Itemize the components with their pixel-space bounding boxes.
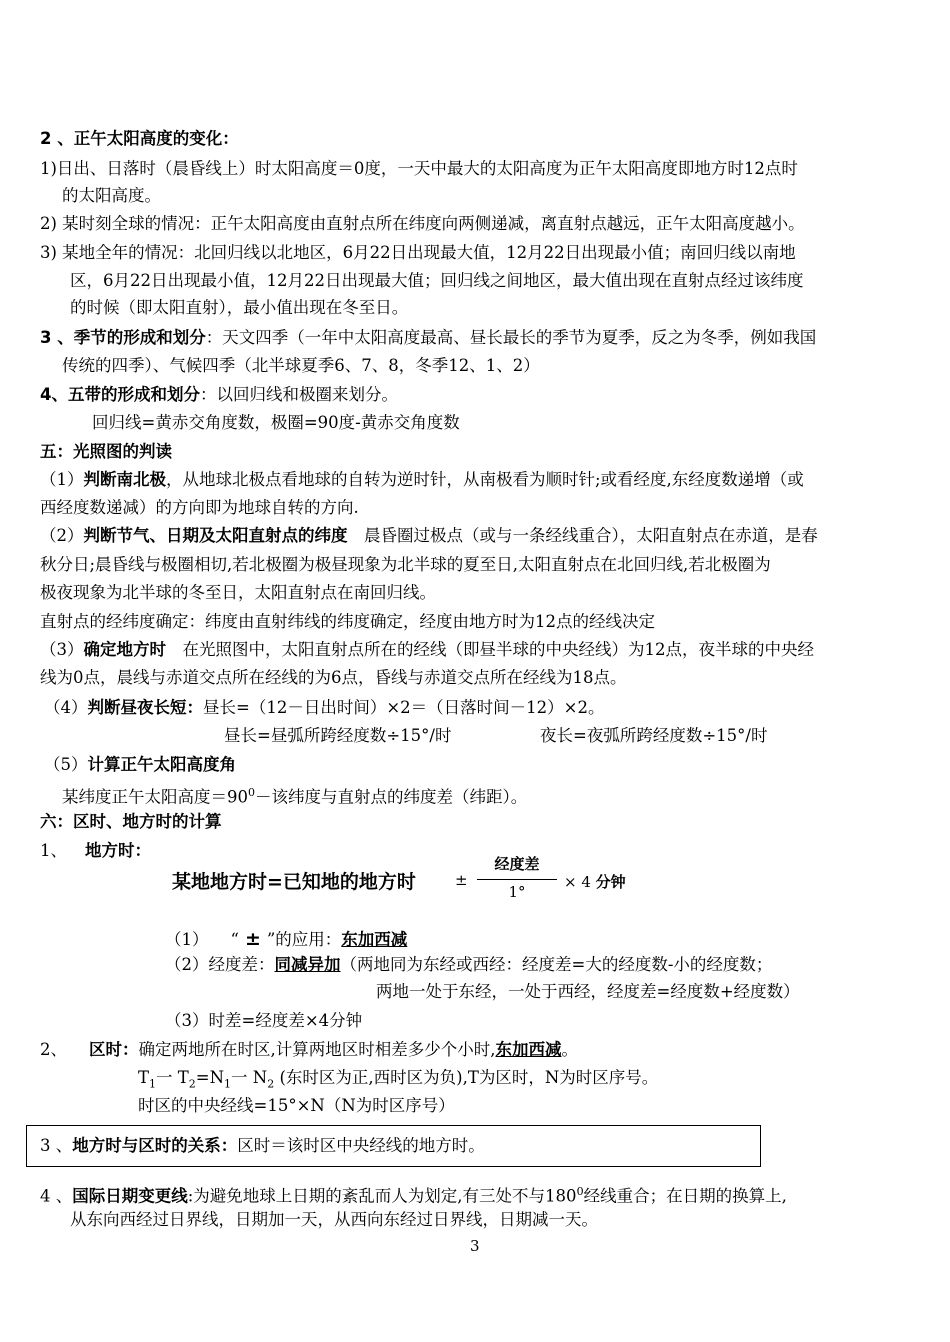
- text-line: 时区的中央经线=15°×N（N为时区序号）: [138, 1096, 455, 1115]
- text-line: 区，6月22日出现最小值，12月22日出现最大值；回归线之间地区，最大值出现在直射点经过该纬度: [70, 271, 804, 290]
- text-line: 3) 某地全年的情况：北回归线以北地区，6月22日出现最大值，12月22日出现最小值；南回归线以南地: [40, 243, 796, 262]
- heading-five-zones: 4、五带的形成和划分: [40, 385, 200, 404]
- heading-time-zones: 六：区时、地方时的计算: [40, 812, 222, 831]
- item-1-poles: （1）判断南北极，从地球北极点看地球的自转为逆时针，从南极看为顺时针;或看经度,东经度数递增（或: [40, 470, 804, 489]
- heading-noon-sun-altitude: 2 、正午太阳高度的变化：: [40, 129, 239, 148]
- text-line: 的太阳高度。: [62, 186, 161, 205]
- section-five-zones: 4、五带的形成和划分：以回归线和极圈来划分。: [40, 385, 398, 404]
- page-number: 3: [470, 1237, 480, 1255]
- text-line: 回归线=黄赤交角度数，极圈=90度-黄赤交角度数: [92, 413, 460, 432]
- text-line: 1)日出、日落时（晨昏线上）时太阳高度＝0度，一天中最大的太阳高度为正午太阳高度即地方时12点时: [40, 159, 798, 178]
- text-line: 西经度数递减）的方向即为地球自转的方向.: [40, 498, 359, 517]
- text-line: 两地一处于东经，一处于西经，经度差=经度数+经度数）: [376, 982, 800, 1001]
- text-line: 秋分日;晨昏线与极圈相切,若北极圈为极昼现象为北半球的夏至日,太阳直射点在北回归线,若北极圈为: [40, 555, 771, 574]
- text-line: 传统的四季）、气候四季（北半球夏季6、7、8，冬季12、1、2）: [62, 356, 540, 375]
- fraction-bar: [477, 879, 557, 880]
- heading-seasons: 3 、季节的形成和划分: [40, 328, 206, 347]
- text-line: 极夜现象为北半球的冬至日，太阳直射点在南回归线。: [40, 583, 436, 602]
- item-relationship: 3 、地方时与区时的关系：区时＝该时区中央经线的地方时。: [40, 1136, 485, 1155]
- item-2-solar-terms: （2）判断节气、日期及太阳直射点的纬度 晨昏圈过极点（或与一条经线重合），太阳直射点在赤道，是春: [40, 526, 818, 545]
- text-line: （3）时差=经度差×4分钟: [165, 1011, 363, 1030]
- local-time-formula: 某地地方时=已知地的地方时 ± 经度差 1° × 4 分钟: [172, 855, 626, 901]
- text-line: $T_1$一 $T_2=N_1$一 $N_2$ (东时区为正,西时区为负),T为区时，N为时区序号。: [138, 1068, 659, 1091]
- item-date-line: 4 、国际日期变更线:为避免地球上日期的紊乱而人为划定,有三处不与$180^0$经线重合；在日期的换算上,: [40, 1185, 787, 1206]
- heading-illumination-map: 五：光照图的判读: [40, 442, 172, 461]
- item-3-local-time: （3）确定地方时 在光照图中，太阳直射点所在的经线（即昼半球的中央经线）为12点，夜半球的中央经: [40, 640, 814, 659]
- text-line: 某纬度正午太阳高度$=90^0-$该纬度与直射点的纬度差（纬距）。: [62, 786, 528, 807]
- text-line: 直射点的经纬度确定：纬度由直射纬线的纬度确定，经度由地方时为12点的经线决定: [40, 612, 655, 631]
- text-line: 2) 某时刻全球的情况：正午太阳高度由直射点所在纬度向两侧递减，离直射点越远，正午太阳高度越小。: [40, 214, 805, 233]
- text-line: 从东向西经过日界线，日期加一天，从西向东经过日界线，日期减一天。: [70, 1210, 598, 1229]
- section-seasons: 3 、季节的形成和划分：天文四季（一年中太阳高度最高、昼长最长的季节为夏季，反之为冬季，例如我国: [40, 328, 817, 347]
- item-zone-time: 2、 区时：确定两地所在时区,计算两地区时相差多少个小时,东加西减。: [40, 1040, 578, 1059]
- item-5-noon-angle: （5）计算正午太阳高度角: [44, 755, 236, 774]
- text-line: 夜长=夜弧所跨经度数÷15°/时: [540, 726, 768, 745]
- text-line: （2）经度差：同减异加（两地同为东经或西经：经度差=大的经度数-小的经度数；: [165, 955, 773, 974]
- item-local-time: 1、 地方时：: [40, 841, 151, 860]
- text-line: （1） “ ± ”的应用：东加西减: [165, 928, 408, 950]
- item-4-day-length: （4）判断昼夜长短：昼长=（12－日出时间）×2＝（日落时间－12）×2。: [44, 698, 605, 717]
- text-line: 线为0点，晨线与赤道交点所在经线的为6点，昏线与赤道交点所在经线为18点。: [40, 668, 627, 687]
- text-line: 昼长=昼弧所跨经度数÷15°/时: [224, 726, 452, 745]
- text-line: 的时候（即太阳直射），最小值出现在冬至日。: [70, 298, 409, 317]
